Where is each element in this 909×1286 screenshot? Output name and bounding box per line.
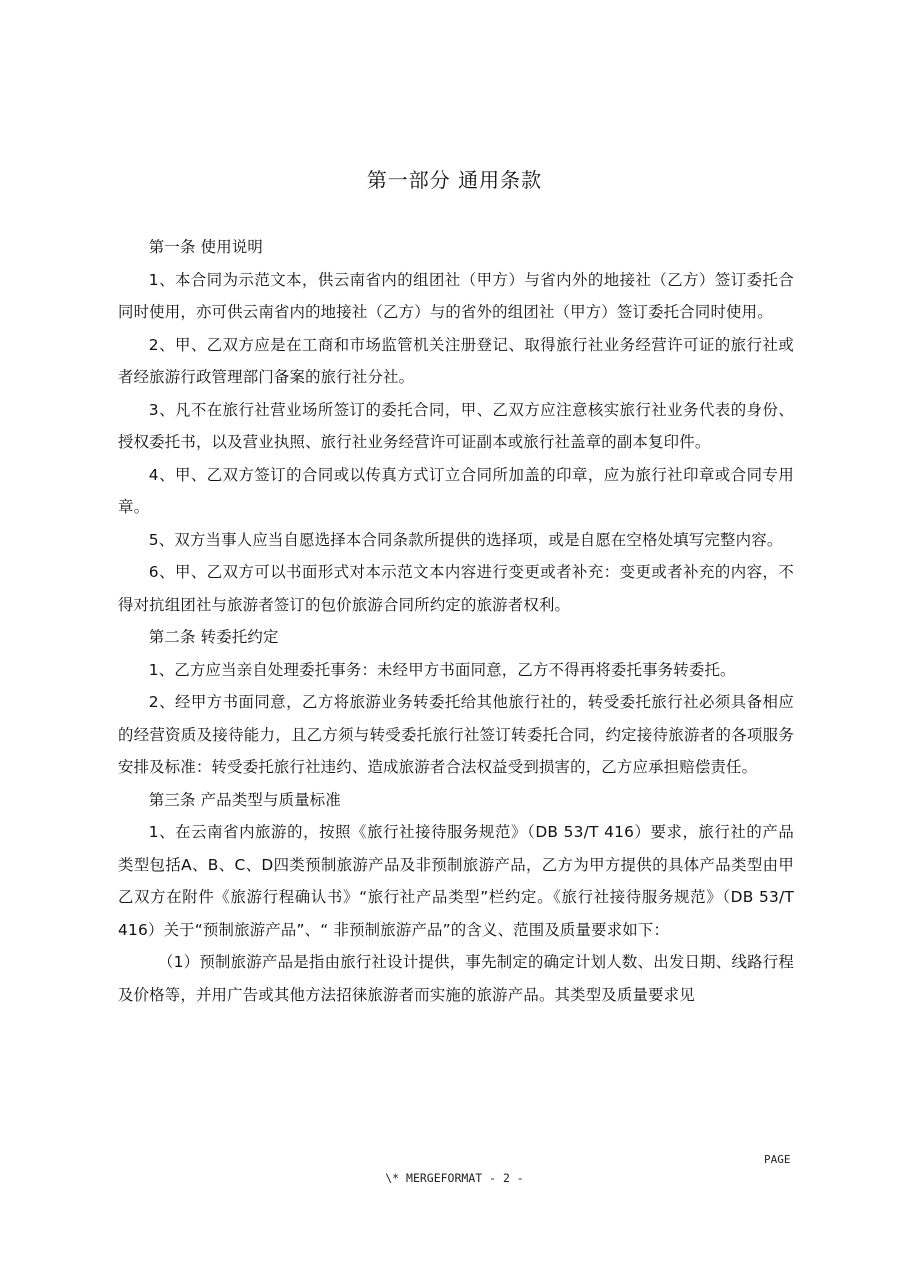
article-heading: 第一条 使用说明 bbox=[148, 238, 264, 256]
article-heading: 第三条 产品类型与质量标准 bbox=[148, 790, 341, 809]
document-body bbox=[118, 231, 794, 1011]
footer-merge-field: \* MERGEFORMAT - 2 - bbox=[385, 1171, 524, 1185]
paragraph: 4、甲、乙双方签订的合同或以传真方式订立合同所加盖的印章，应为旅行社印章或合同专用章。 bbox=[118, 465, 794, 516]
paragraph: 5、双方当事人应当自愿选择本合同条款所提供的选择项，或是自愿在空格处填写完整内容。 bbox=[148, 530, 783, 549]
article-heading: 第二条 转委托约定 bbox=[148, 628, 279, 646]
paragraph: 2、甲、乙双方应是在工商和市场监管机关注册登记、取得旅行社业务经营许可证的旅行社或者经旅游行政管理部门备案的旅行社分社。 bbox=[118, 335, 794, 386]
paragraph: 1、本合同为示范文本，供云南省内的组团社（甲方）与省内外的地接社（乙方）签订委托合同时使用，亦可供云南省内的地接社（乙方）与的省外的组团社（甲方）签订委托合同时使用。 bbox=[118, 270, 794, 321]
paragraph: 2、经甲方书面同意，乙方将旅游业务转委托给其他旅行社的，转受委托旅行社必须具备相应的经营资质及接待能力，且乙方须与转受委托旅行社签订转委托合同，约定接待旅游者的各项服务安排及标准：转受委托旅行社违约、造成旅游者合法权益受到损害的，乙方应承担赔偿责任。 bbox=[118, 693, 794, 776]
paragraph: 6、甲、乙双方可以书面形式对本示范文本内容进行变更或者补充：变更或者补充的内容，不得对抗组团社与旅游者签订的包价旅游合同所约定的旅游者权利。 bbox=[118, 563, 794, 614]
paragraph: 1、在云南省内旅游的，按照《旅行社接待服务规范》（DB 53/T 416）要求，旅行社的产品类型包括A、B、C、D四类预制旅游产品及非预制旅游产品，乙方为甲方提供的具体产品类型由甲乙双方在附件《旅游行程确认书》“旅行社产品类型”栏约定。《旅行社接待服务规范》（DB 53/T 416）关于“预制旅游产品”、“ 非预制旅游产品”的含义、范围及质量要求如下： bbox=[118, 823, 794, 939]
footer-page-field: PAGE bbox=[764, 1153, 791, 1166]
section-title: 第一部分 通用条款 bbox=[366, 168, 543, 192]
paragraph: 3、凡不在旅行社营业场所签订的委托合同，甲、乙双方应注意核实旅行社业务代表的身份、授权委托书，以及营业执照、旅行社业务经营许可证副本或旅行社盖章的副本复印件。 bbox=[118, 400, 794, 451]
paragraph: 1、乙方应当亲自处理委托事务：未经甲方书面同意，乙方不得再将委托事务转委托。 bbox=[148, 660, 736, 679]
paragraph: （1）预制旅游产品是指由旅行社设计提供，事先制定的确定计划人数、出发日期、线路行程及价格等，并用广告或其他方法招徕旅游者而实施的旅游产品。其类型及质量要求见 bbox=[118, 953, 794, 1004]
